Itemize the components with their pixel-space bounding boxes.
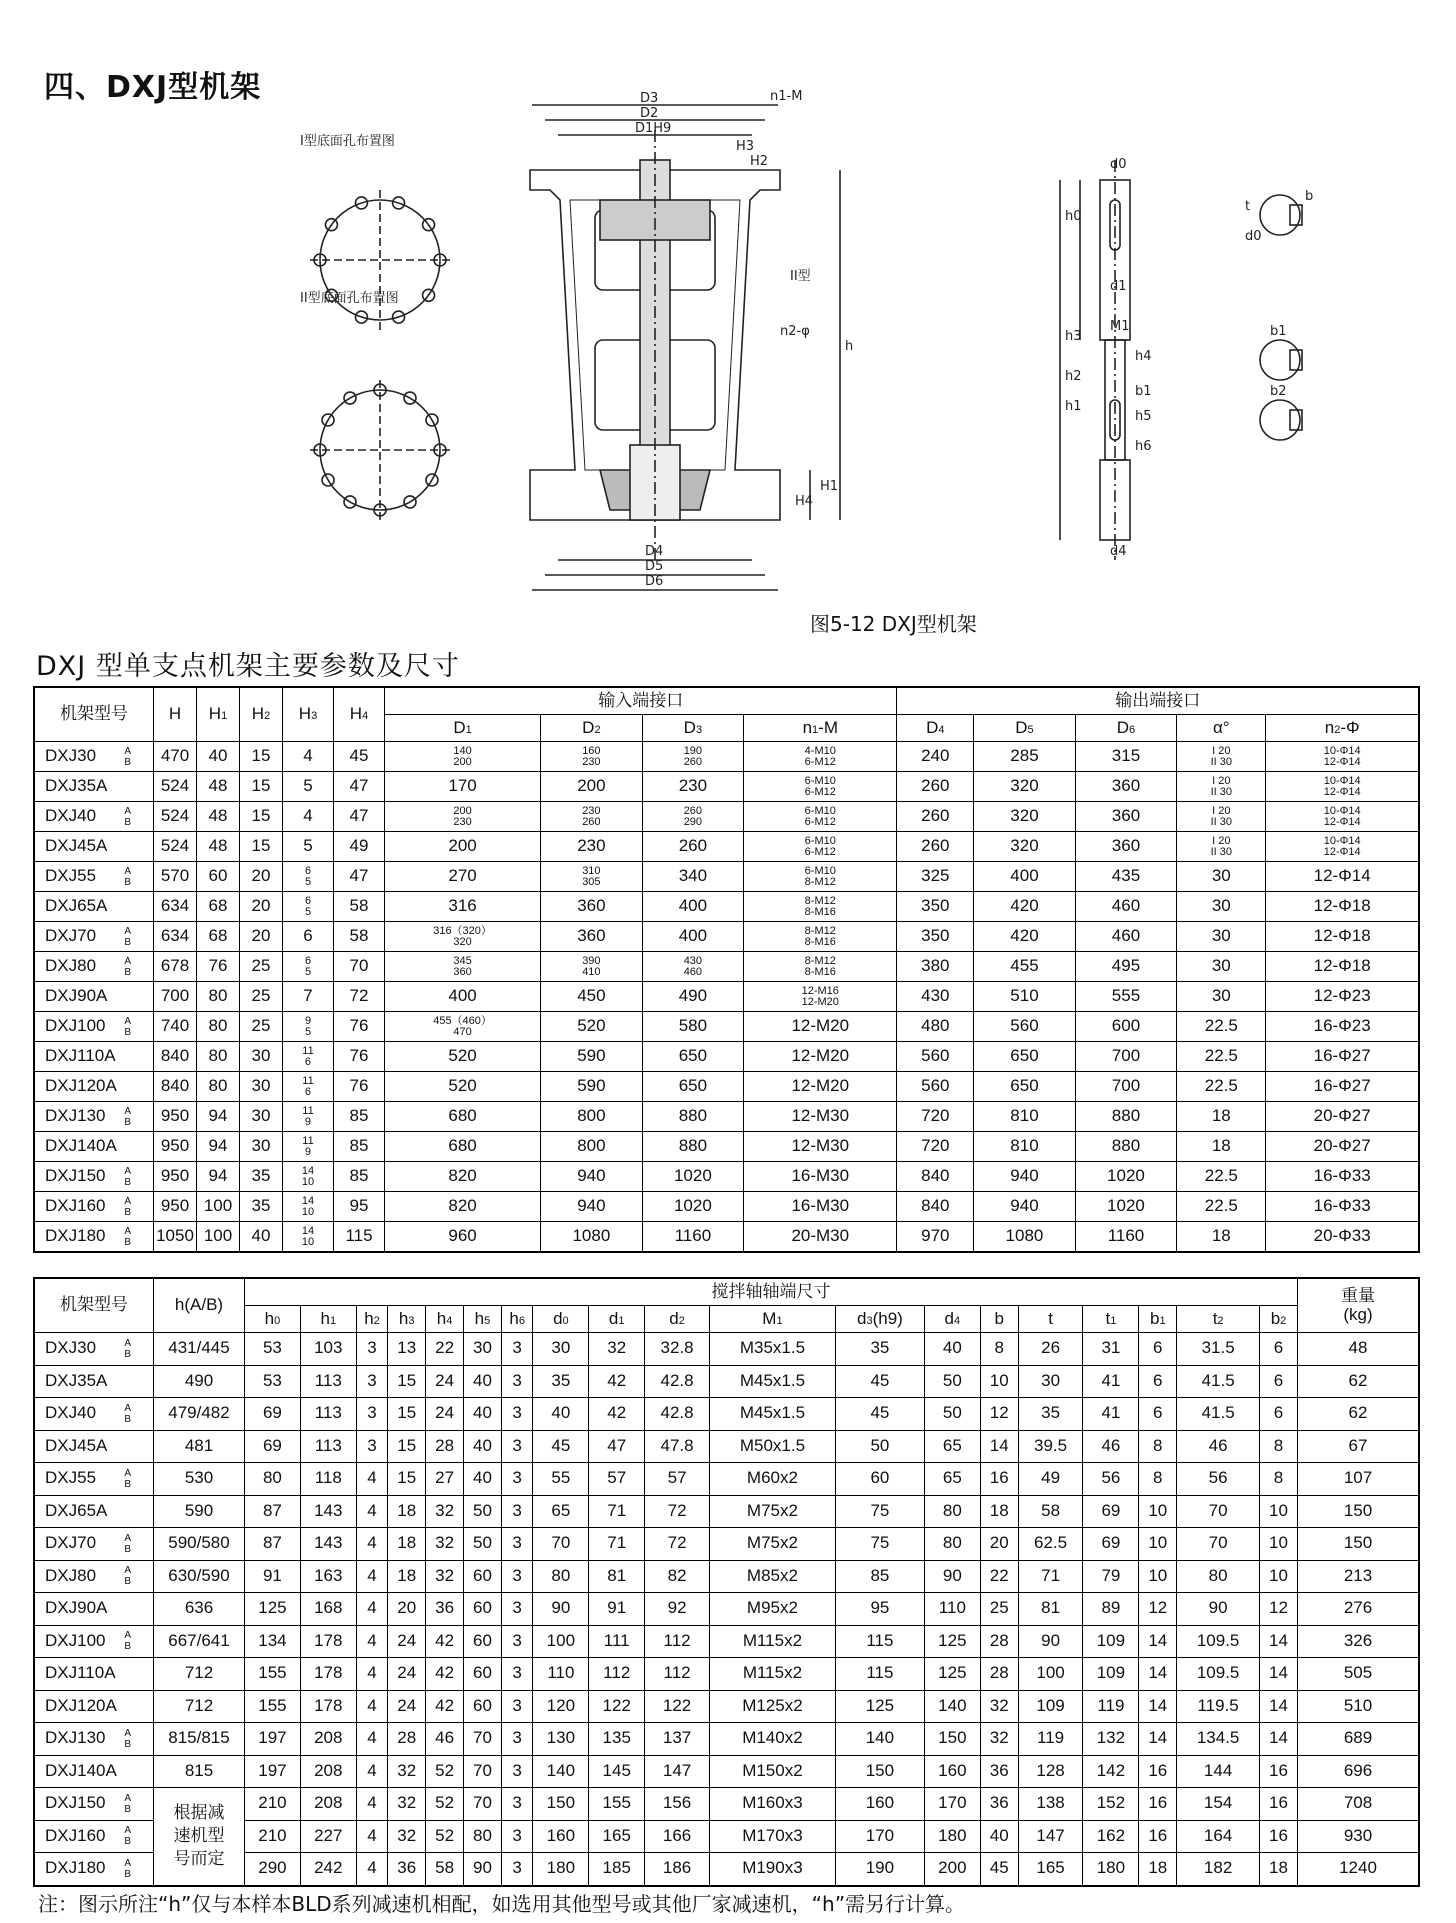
table-row: DXJ30 A B 470 40 15 4 45 140 200 160 230 190 260 4-M10 6-M12 240 285 315 I 20 II 30 10-Φ14 12-Φ14 <box>34 742 1419 772</box>
table-row: DXJ90A 700 80 25 7 72 400 450 490 12-M16 12-M20 430 510 555 30 12-Φ23 <box>34 982 1419 1012</box>
table-row: DXJ160 A B 210 227 4 32 52 80 3 160 165 166 M170x3 170 180 40 147 162 16 164 16 930 <box>34 1820 1419 1853</box>
table-row: DXJ180 A B 1050 100 40 14 10 115 960 1080 1160 20-M30 970 1080 1160 18 20-Φ33 <box>34 1222 1419 1253</box>
svg-text:H3: H3 <box>736 139 755 154</box>
table-row: DXJ90A 636 125 168 4 20 36 60 3 90 91 92 M95x2 95 110 25 81 89 12 90 12 276 <box>34 1593 1419 1626</box>
svg-text:h1: h1 <box>1065 399 1082 414</box>
svg-text:d1: d1 <box>1110 279 1127 294</box>
table-row: DXJ40 A B 479/482 69 113 3 15 24 40 3 40 42 42.8 M45x1.5 45 50 12 35 41 6 41.5 6 62 <box>34 1398 1419 1431</box>
table-row: DXJ40 A B 524 48 15 4 47 200 230 230 260 260 290 6-M10 6-M12 260 320 360 I 20 II 30 10-Φ14 12-Φ14 <box>34 802 1419 832</box>
table-row: DXJ65A 590 87 143 4 18 32 50 3 65 71 72 M75x2 75 80 18 58 69 10 70 10 150 <box>34 1495 1419 1528</box>
table-row: DXJ35A 490 53 113 3 15 24 40 3 35 42 42.8 M45x1.5 45 50 10 30 41 6 41.5 6 62 <box>34 1365 1419 1398</box>
svg-text:b1: b1 <box>1270 324 1287 339</box>
table-row: DXJ150 A B 根据减 速机型 号而定 210 208 4 32 52 70 3 150 155 156 M160x3 160 170 36 138 152 16 154 16 708 <box>34 1788 1419 1821</box>
svg-text:D6: D6 <box>645 574 664 589</box>
svg-text:h0: h0 <box>1065 209 1082 224</box>
svg-text:b: b <box>1305 189 1314 204</box>
table-row: DXJ65A 634 68 20 6 5 58 316 360 400 8-M12 8-M16 350 420 460 30 12-Φ18 <box>34 892 1419 922</box>
table-row: DXJ110A 712 155 178 4 24 42 60 3 110 112 112 M115x2 115 125 28 100 109 14 109.5 14 505 <box>34 1658 1419 1691</box>
svg-text:t: t <box>1245 199 1251 214</box>
svg-text:D2: D2 <box>640 106 659 121</box>
svg-text:D5: D5 <box>645 559 664 574</box>
table-row: DXJ80 A B 678 76 25 6 5 70 345 360 390 410 430 460 8-M12 8-M16 380 455 495 30 12-Φ18 <box>34 952 1419 982</box>
table-row: DXJ55 A B 570 60 20 6 5 47 270 310 305 340 6-M10 8-M12 325 400 435 30 12-Φ14 <box>34 862 1419 892</box>
input-group: 输入端接口 <box>385 687 897 715</box>
svg-text:h4: h4 <box>1135 349 1152 364</box>
type1-label: I型底面孔布置图 <box>300 134 395 149</box>
table-row: DXJ70 A B 590/580 87 143 4 18 32 50 3 70 71 72 M75x2 75 80 20 62.5 69 10 70 10 150 <box>34 1528 1419 1561</box>
col-model: 机架型号 <box>34 687 154 742</box>
footnote: 注：图示所注“h”仅与本样本BLD系列减速机相配，如选用其他型号或其他厂家减速机，“h”需另行计算。 <box>38 1892 966 1916</box>
shaft-dimension-table: 机架型号 h(A/B) 搅拌轴轴端尺寸 重量 (kg) h0 h1 h2 h3 h4 h5 h6 d0 d1 d2 M1 d3(h9) d4 b t t1 b1 t2 b2 DXJ30 A B 431/445 53 103 3 13 22 30 3 30 32 32.8 M35x1.5 35 40 8 26 31 6 31.5 6 48 DXJ35A 490 53 113 3 15 24 40 3 35 42 42.8 M45x1.5 45 50 10 30 41 6 41.5 6 62 DXJ40 A B 479/482 69 113 3 15 24 40 3 40 42 42.8 M45x1.5 45 50 12 35 41 6 41.5 6 62 DXJ45A 481 69 113 3 15 28 40 3 45 47 47.8 M50x1.5 50 65 14 39.5 46 8 46 8 67 DXJ55 A B 530 80 118 4 15 27 40 3 55 57 57 M60x2 60 65 16 49 56 8 56 8 107 DXJ65A 590 87 143 4 18 32 50 3 65 71 72 M75x2 75 80 18 58 69 10 70 10 150 DXJ70 A B 590/580 87 143 4 18 32 50 3 70 71 72 M75x2 75 80 20 62.5 69 10 70 10 150 DXJ80 A B 630/590 91 163 4 18 32 60 3 80 81 82 M85x2 85 90 22 71 79 10 80 10 213 DXJ90A 636 125 168 4 20 36 60 3 90 91 92 M95x2 95 110 25 81 89 12 90 12 276 DXJ100 A B 667/641 134 178 4 24 42 60 3 100 111 112 M115x2 115 125 28 90 109 14 109.5 14 326 DXJ110A 712 155 178 4 24 42 60 3 110 112 112 M115x2 115 125 28 100 109 14 109.5 14 505 DXJ120A 712 155 178 4 24 42 60 3 120 122 122 M125x2 125 140 32 109 119 14 119.5 14 510 DXJ130 A B 815/815 197 208 4 28 46 70 3 130 135 137 M140x2 140 150 32 119 132 14 134.5 14 689 DXJ140A 815 197 208 4 32 52 70 3 140 145 147 M150x2 150 160 36 128 142 16 144 16 696 DXJ150 A B 根据减 速机型 号而定 210 208 4 32 52 70 3 150 155 156 M160x3 160 170 36 138 152 16 154 16 708 DXJ160 A B 210 227 4 32 52 80 3 160 165 166 M170x3 170 180 40 147 162 16 164 16 930 DXJ180 A B 290 242 4 36 58 90 3 180 185 186 M190x3 190 200 45 165 180 18 182 18 1240 <box>33 1277 1420 1887</box>
table-row: DXJ100 A B 740 80 25 9 5 76 455（460） 470 520 580 12-M20 480 560 600 22.5 16-Φ23 <box>34 1012 1419 1042</box>
svg-text:H2: H2 <box>750 154 769 169</box>
frame-dimension-table: 机架型号 H H1 H2 H3 H4 输入端接口 输出端接口 D1 D2 D3 n1-M D4 D5 D6 α° n2-Φ DXJ30 A B 470 40 15 4 45 140 200 160 230 190 260 4-M10 6-M12 240 285 315 I 20 II 30 10-Φ14 12-Φ14 DXJ35A 524 48 15 5 47 170 200 230 6-M10 6-M12 260 320 360 I 20 II 30 10-Φ14 12-Φ14 DXJ40 A B 524 48 15 4 47 200 230 230 260 260 290 6-M10 6-M12 260 320 360 I 20 II 30 10-Φ14 12-Φ14 DXJ45A 524 48 15 5 49 200 230 260 6-M10 6-M12 260 320 360 I 20 II 30 10-Φ14 12-Φ14 DXJ55 A B 570 60 20 6 5 47 270 310 305 340 6-M10 8-M12 325 400 435 30 12-Φ14 DXJ65A 634 68 20 6 5 58 316 360 400 8-M12 8-M16 350 420 460 30 12-Φ18 DXJ70 A B 634 68 20 6 58 316（320） 320 360 400 8-M12 8-M16 350 420 460 30 12-Φ18 DXJ80 A B 678 76 25 6 5 70 345 360 390 410 430 460 8-M12 8-M16 380 455 495 30 12-Φ18 DXJ90A 700 80 25 7 72 400 450 490 12-M16 12-M20 430 510 555 30 12-Φ23 DXJ100 A B 740 80 25 9 5 76 455（460） 470 520 580 12-M20 480 560 600 22.5 16-Φ23 DXJ110A 840 80 30 11 6 76 520 590 650 12-M20 560 650 700 22.5 16-Φ27 DXJ120A 840 80 30 11 6 76 520 590 650 12-M20 560 650 700 22.5 16-Φ27 DXJ130 A B 950 94 30 11 9 85 680 800 880 12-M30 720 810 880 18 20-Φ27 DXJ140A 950 94 30 11 9 85 680 800 880 12-M30 720 810 880 18 20-Φ27 DXJ150 A B 950 94 35 14 10 85 820 940 1020 16-M30 840 940 1020 22.5 16-Φ33 DXJ160 A B 950 100 35 14 10 95 820 940 1020 16-M30 840 940 1020 22.5 16-Φ33 DXJ180 A B 1050 100 40 14 10 115 960 1080 1160 20-M30 970 1080 1160 18 20-Φ33 <box>33 686 1420 1253</box>
table-row: DXJ120A 712 155 178 4 24 42 60 3 120 122 122 M125x2 125 140 32 109 119 14 119.5 14 510 <box>34 1690 1419 1723</box>
table-row: DXJ110A 840 80 30 11 6 76 520 590 650 12-M20 560 650 700 22.5 16-Φ27 <box>34 1042 1419 1072</box>
table-title: DXJ 型单支点机架主要参数及尺寸 <box>36 651 460 682</box>
svg-text:h6: h6 <box>1135 439 1152 454</box>
table-row: DXJ70 A B 634 68 20 6 58 316（320） 320 360 400 8-M12 8-M16 350 420 460 30 12-Φ18 <box>34 922 1419 952</box>
svg-text:n1-M: n1-M <box>770 90 803 104</box>
technical-drawing <box>300 90 1450 650</box>
svg-text:H4: H4 <box>795 494 814 509</box>
svg-text:b2: b2 <box>1270 384 1287 399</box>
table-row: DXJ100 A B 667/641 134 178 4 24 42 60 3 100 111 112 M115x2 115 125 28 90 109 14 109.5 14 326 <box>34 1625 1419 1658</box>
type2-label: II型底面孔布置图 <box>300 291 399 306</box>
table-row: DXJ130 A B 950 94 30 11 9 85 680 800 880 12-M30 720 810 880 18 20-Φ27 <box>34 1102 1419 1132</box>
table-row: DXJ120A 840 80 30 11 6 76 520 590 650 12-M20 560 650 700 22.5 16-Φ27 <box>34 1072 1419 1102</box>
svg-text:D4: D4 <box>645 544 664 559</box>
table-row: DXJ55 A B 530 80 118 4 15 27 40 3 55 57 57 M60x2 60 65 16 49 56 8 56 8 107 <box>34 1463 1419 1496</box>
table-row: DXJ45A 524 48 15 5 49 200 230 260 6-M10 6-M12 260 320 360 I 20 II 30 10-Φ14 12-Φ14 <box>34 832 1419 862</box>
page-title: 四、DXJ型机架 <box>44 70 262 105</box>
table-row: DXJ35A 524 48 15 5 47 170 200 230 6-M10 6-M12 260 320 360 I 20 II 30 10-Φ14 12-Φ14 <box>34 772 1419 802</box>
svg-text:D1H9: D1H9 <box>635 121 672 136</box>
table-row: DXJ140A 950 94 30 11 9 85 680 800 880 12-M30 720 810 880 18 20-Φ27 <box>34 1132 1419 1162</box>
svg-text:D3: D3 <box>640 91 659 106</box>
svg-text:h: h <box>845 339 854 354</box>
svg-text:b1: b1 <box>1135 384 1152 399</box>
table-row: DXJ45A 481 69 113 3 15 28 40 3 45 47 47.8 M50x1.5 50 65 14 39.5 46 8 46 8 67 <box>34 1430 1419 1463</box>
svg-text:H1: H1 <box>820 479 839 494</box>
svg-text:d0: d0 <box>1245 229 1262 244</box>
table-row: DXJ140A 815 197 208 4 32 52 70 3 140 145 147 M150x2 150 160 36 128 142 16 144 16 696 <box>34 1755 1419 1788</box>
svg-text:h3: h3 <box>1065 329 1082 344</box>
table-row: DXJ160 A B 950 100 35 14 10 95 820 940 1020 16-M30 840 940 1020 22.5 16-Φ33 <box>34 1192 1419 1222</box>
table-row: DXJ130 A B 815/815 197 208 4 28 46 70 3 130 135 137 M140x2 140 150 32 119 132 14 134.5 14 689 <box>34 1723 1419 1756</box>
svg-text:d0: d0 <box>1110 157 1127 172</box>
svg-text:h5: h5 <box>1135 409 1152 424</box>
figure-caption: 图5-12 DXJ型机架 <box>810 612 977 636</box>
svg-text:h2: h2 <box>1065 369 1082 384</box>
table-row: DXJ150 A B 950 94 35 14 10 85 820 940 1020 16-M30 840 940 1020 22.5 16-Φ33 <box>34 1162 1419 1192</box>
table-row: DXJ30 A B 431/445 53 103 3 13 22 30 3 30 32 32.8 M35x1.5 35 40 8 26 31 6 31.5 6 48 <box>34 1333 1419 1366</box>
table-row: DXJ180 A B 290 242 4 36 58 90 3 180 185 186 M190x3 190 200 45 165 180 18 182 18 1240 <box>34 1853 1419 1886</box>
svg-text:M1: M1 <box>1110 319 1130 334</box>
svg-text:n2-φ: n2-φ <box>780 324 810 339</box>
table-row: DXJ80 A B 630/590 91 163 4 18 32 60 3 80 81 82 M85x2 85 90 22 71 79 10 80 10 213 <box>34 1560 1419 1593</box>
svg-text:d4: d4 <box>1110 544 1127 559</box>
output-group: 输出端接口 <box>897 687 1419 715</box>
svg-text:II型: II型 <box>790 269 811 284</box>
